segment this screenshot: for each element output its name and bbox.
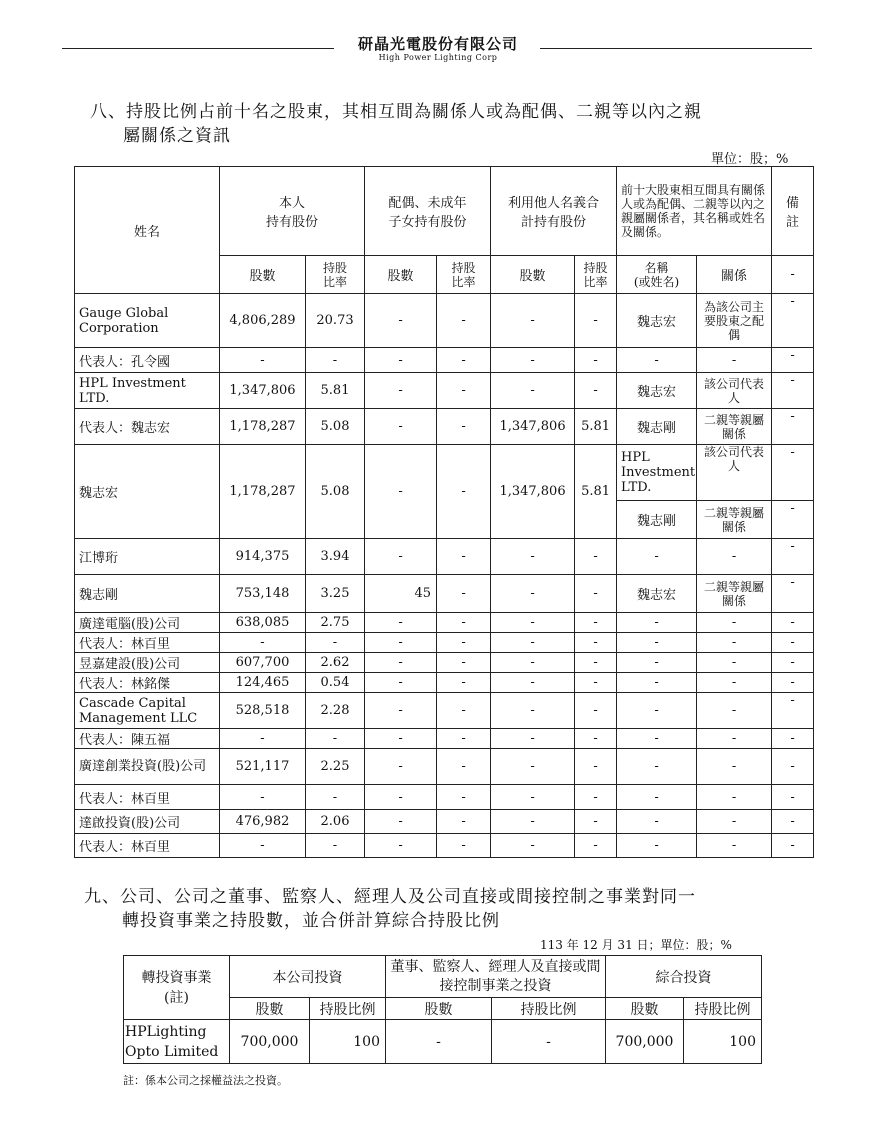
nominee-ratio: - (575, 749, 617, 785)
header-directors-shares: 股數 (386, 998, 492, 1020)
header-directors-ratio: 持股比例 (492, 998, 606, 1020)
spouse-shares: - (365, 673, 437, 693)
shares: 1,178,287 (220, 409, 306, 445)
spouse-shares: - (365, 834, 437, 858)
relation: 二親等親屬關係 (697, 575, 772, 613)
spouse-ratio: - (437, 613, 491, 633)
holder-name: 代表人：林百里 (75, 834, 220, 858)
remark: - (772, 653, 814, 673)
spouse-shares: - (365, 749, 437, 785)
section9-unit: 113 年 12 月 31 日；單位：股；% (540, 938, 732, 952)
shares: - (220, 729, 306, 749)
table-row (75, 785, 814, 810)
spouse-shares: - (365, 653, 437, 673)
spouse-ratio: - (437, 693, 491, 729)
holder-name: 昱嘉建設(股)公司 (75, 653, 220, 673)
remark: - (772, 373, 814, 409)
directors-shares: - (386, 1020, 492, 1064)
remark: - (772, 810, 814, 834)
spouse-ratio: - (437, 653, 491, 673)
holder-name: 代表人：林銘傑 (75, 673, 220, 693)
table-row (75, 539, 814, 575)
spouse-shares: - (365, 693, 437, 729)
company-ratio: 100 (310, 1020, 386, 1064)
nominee-ratio: - (575, 613, 617, 633)
shares: 521,117 (220, 749, 306, 785)
company-name: 研晶光電股份有限公司 (0, 33, 876, 54)
spouse-ratio: - (437, 294, 491, 348)
shares: 476,982 (220, 810, 306, 834)
related-name: - (617, 653, 697, 673)
relation: - (697, 810, 772, 834)
ratio: 2.75 (306, 613, 365, 633)
header-company-ratio: 持股比例 (310, 998, 386, 1020)
related-name: 魏志剛 (617, 501, 697, 539)
remark: - (772, 348, 814, 373)
ratio: 5.81 (306, 373, 365, 409)
table-row (75, 834, 814, 858)
remark: - (772, 613, 814, 633)
spouse-ratio: - (437, 445, 491, 539)
ratio: 5.08 (306, 409, 365, 445)
ratio: - (306, 348, 365, 373)
ratio: - (306, 785, 365, 810)
holder-name: 達啟投資(股)公司 (75, 810, 220, 834)
spouse-ratio: - (437, 575, 491, 613)
spouse-shares: 45 (365, 575, 437, 613)
header-total: 綜合投資 (606, 956, 762, 998)
table-row (75, 445, 814, 501)
spouse-ratio: - (437, 673, 491, 693)
relation: - (697, 633, 772, 653)
nominee-shares: - (491, 373, 575, 409)
nominee-ratio: - (575, 693, 617, 729)
ratio: 3.25 (306, 575, 365, 613)
holder-name: 代表人：林百里 (75, 633, 220, 653)
remark: - (772, 575, 814, 613)
nominee-shares: - (491, 633, 575, 653)
shares: - (220, 348, 306, 373)
related-name: 魏志宏 (617, 575, 697, 613)
shares: 638,085 (220, 613, 306, 633)
holder-name: 代表人：陳五福 (75, 729, 220, 749)
table-row (75, 613, 814, 633)
section8-unit: 單位：股；% (711, 152, 789, 167)
ratio: - (306, 834, 365, 858)
relation: - (697, 834, 772, 858)
relation: - (697, 348, 772, 373)
ratio: 2.06 (306, 810, 365, 834)
remark: - (772, 633, 814, 653)
ratio: 2.25 (306, 749, 365, 785)
remark: - (772, 834, 814, 858)
spouse-shares: - (365, 729, 437, 749)
remark: - (772, 294, 814, 348)
ratio: 3.94 (306, 539, 365, 575)
holder-name: 魏志剛 (75, 575, 220, 613)
shares: 753,148 (220, 575, 306, 613)
relation: 為該公司主要股東之配偶 (697, 294, 772, 348)
nominee-shares: - (491, 693, 575, 729)
ratio: 0.54 (306, 673, 365, 693)
nominee-shares: - (491, 653, 575, 673)
total-shares: 700,000 (606, 1020, 684, 1064)
shares: 1,347,806 (220, 373, 306, 409)
table-row (75, 575, 814, 613)
nominee-ratio: - (575, 810, 617, 834)
table-row (75, 729, 814, 749)
table-row (75, 673, 814, 693)
spouse-shares: - (365, 373, 437, 409)
shares: 528,518 (220, 693, 306, 729)
remark: - (772, 673, 814, 693)
relation: - (697, 693, 772, 729)
nominee-ratio: - (575, 348, 617, 373)
footnote: 註：係本公司之採權益法之投資。 (123, 1074, 288, 1087)
nominee-shares: - (491, 294, 575, 348)
nominee-ratio: - (575, 785, 617, 810)
related-name: - (617, 810, 697, 834)
spouse-shares: - (365, 810, 437, 834)
spouse-shares: - (365, 613, 437, 633)
remark: - (772, 749, 814, 785)
nominee-shares: - (491, 539, 575, 575)
nominee-shares: - (491, 348, 575, 373)
related-name: - (617, 348, 697, 373)
spouse-ratio: - (437, 539, 491, 575)
holder-name: HPL Investment LTD. (75, 373, 220, 409)
nominee-shares: - (491, 613, 575, 633)
relation: - (697, 729, 772, 749)
spouse-ratio: - (437, 785, 491, 810)
ratio: - (306, 633, 365, 653)
ratio: - (306, 729, 365, 749)
nominee-ratio: - (575, 673, 617, 693)
spouse-ratio: - (437, 633, 491, 653)
nominee-shares: 1,347,806 (491, 409, 575, 445)
header-rel-name: 名稱 (或姓名) (617, 256, 697, 294)
related-name: 魏志剛 (617, 409, 697, 445)
company-shares: 700,000 (230, 1020, 310, 1064)
nominee-ratio: - (575, 834, 617, 858)
table-row (75, 348, 814, 373)
spouse-shares: - (365, 539, 437, 575)
relation: - (697, 785, 772, 810)
related-name: - (617, 613, 697, 633)
header-spouse: 配偶、未成年 子女持有股份 (365, 167, 491, 256)
table-row (75, 633, 814, 653)
company-name-en: High Power Lighting Corp (378, 53, 498, 62)
spouse-shares: - (365, 633, 437, 653)
related-name: - (617, 834, 697, 858)
related-name: 魏志宏 (617, 294, 697, 348)
related-name: HPL Investment LTD. (617, 445, 697, 501)
header-total-shares: 股數 (606, 998, 684, 1020)
shares: 124,465 (220, 673, 306, 693)
spouse-ratio: - (437, 834, 491, 858)
table-row (75, 294, 814, 348)
spouse-ratio: - (437, 348, 491, 373)
header-relation: 關係 (697, 256, 772, 294)
related-name: - (617, 693, 697, 729)
holder-name: Cascade Capital Management LLC (75, 693, 220, 729)
nominee-ratio: - (575, 539, 617, 575)
remark: - (772, 409, 814, 445)
header-self-ratio: 持股 比率 (306, 256, 365, 294)
relation: - (697, 653, 772, 673)
nominee-ratio: - (575, 653, 617, 673)
shares: 4,806,289 (220, 294, 306, 348)
remark: - (772, 539, 814, 575)
holder-name: 魏志宏 (75, 445, 220, 539)
relation: 該公司代表人 (697, 445, 772, 501)
nominee-shares: - (491, 834, 575, 858)
header-nominee-ratio: 持股 比率 (575, 256, 617, 294)
holder-name: 江博珩 (75, 539, 220, 575)
shares: 607,700 (220, 653, 306, 673)
related-name: - (617, 729, 697, 749)
directors-ratio: - (492, 1020, 606, 1064)
nominee-ratio: 5.81 (575, 409, 617, 445)
ratio: 5.08 (306, 445, 365, 539)
shares: - (220, 785, 306, 810)
ratio: 2.62 (306, 653, 365, 673)
shares: 1,178,287 (220, 445, 306, 539)
nominee-shares: - (491, 575, 575, 613)
relation: 二親等親屬關係 (697, 409, 772, 445)
header-company-shares: 股數 (230, 998, 310, 1020)
spouse-shares: - (365, 409, 437, 445)
section8-title-line2: 屬關係之資訊 (123, 126, 231, 146)
spouse-shares: - (365, 785, 437, 810)
shares: 914,375 (220, 539, 306, 575)
table-row (75, 653, 814, 673)
nominee-ratio: - (575, 633, 617, 653)
header-remark: 備 註 (772, 167, 814, 256)
holder-name: 廣達創業投資(股)公司 (75, 749, 220, 785)
header-directors: 董事、監察人、經理人及直接或間接控制事業之投資 (386, 956, 606, 998)
header-spouse-shares: 股數 (365, 256, 437, 294)
header-nominee-shares: 股數 (491, 256, 575, 294)
spouse-ratio: - (437, 409, 491, 445)
header-nominee: 利用他人名義合 計持有股份 (491, 167, 617, 256)
related-name: - (617, 633, 697, 653)
holder-name: 代表人：魏志宏 (75, 409, 220, 445)
remark: - (772, 445, 814, 501)
table-row (75, 693, 814, 729)
related-name: - (617, 673, 697, 693)
related-name: 魏志宏 (617, 373, 697, 409)
nominee-shares: - (491, 785, 575, 810)
holder-name: 代表人：林百里 (75, 785, 220, 810)
section9-title-line1: 九、公司、公司之董事、監察人、經理人及公司直接或間接控制之事業對同一 (84, 887, 696, 907)
nominee-ratio: - (575, 373, 617, 409)
holder-name: Gauge Global Corporation (75, 294, 220, 348)
spouse-shares: - (365, 445, 437, 539)
header-remark-dash: - (772, 256, 814, 294)
table-row (124, 1020, 762, 1064)
related-name: - (617, 785, 697, 810)
nominee-ratio: - (575, 575, 617, 613)
total-ratio: 100 (684, 1020, 762, 1064)
spouse-ratio: - (437, 810, 491, 834)
relation: - (697, 539, 772, 575)
relation: - (697, 749, 772, 785)
ratio: 2.28 (306, 693, 365, 729)
table-row (75, 409, 814, 445)
nominee-shares: - (491, 673, 575, 693)
shares: - (220, 633, 306, 653)
investment-table (123, 955, 762, 1064)
table-row (75, 749, 814, 785)
related-name: - (617, 539, 697, 575)
header-total-ratio: 持股比例 (684, 998, 762, 1020)
related-name: - (617, 749, 697, 785)
nominee-shares: - (491, 729, 575, 749)
table-row (75, 373, 814, 409)
nominee-shares: - (491, 749, 575, 785)
spouse-shares: - (365, 294, 437, 348)
remark: - (772, 693, 814, 729)
remark: - (772, 729, 814, 749)
spouse-shares: - (365, 348, 437, 373)
investee-name: HPLighting Opto Limited (124, 1020, 230, 1064)
holder-name: 代表人：孔令國 (75, 348, 220, 373)
spouse-ratio: - (437, 749, 491, 785)
header-related: 前十大股東相互間具有關係人或為配偶、二親等以內之親屬關係者，其名稱或姓名及關係。 (617, 167, 772, 256)
header-name: 姓名 (75, 167, 220, 294)
header-self: 本人 持有股份 (220, 167, 365, 256)
relation: - (697, 673, 772, 693)
relation: 該公司代表人 (697, 373, 772, 409)
header-self-shares: 股數 (220, 256, 306, 294)
relation: - (697, 613, 772, 633)
nominee-ratio: - (575, 294, 617, 348)
remark: - (772, 785, 814, 810)
section9-title-line2: 轉投資事業之持股數，並合併計算綜合持股比例 (122, 911, 500, 931)
spouse-ratio: - (437, 729, 491, 749)
shareholder-table (74, 166, 814, 858)
spouse-ratio: - (437, 373, 491, 409)
header-company: 本公司投資 (230, 956, 386, 998)
section8-title-line1: 八、持股比例占前十名之股東，其相互間為關係人或為配偶、二親等以內之親 (90, 102, 702, 122)
nominee-shares: 1,347,806 (491, 445, 575, 539)
nominee-ratio: 5.81 (575, 445, 617, 539)
relation: 二親等親屬關係 (697, 501, 772, 539)
remark: - (772, 501, 814, 539)
ratio: 20.73 (306, 294, 365, 348)
shares: - (220, 834, 306, 858)
table-row (75, 810, 814, 834)
nominee-shares: - (491, 810, 575, 834)
nominee-ratio: - (575, 729, 617, 749)
holder-name: 廣達電腦(股)公司 (75, 613, 220, 633)
header-investee: 轉投資事業 (註) (124, 956, 230, 1020)
header-spouse-ratio: 持股 比率 (437, 256, 491, 294)
